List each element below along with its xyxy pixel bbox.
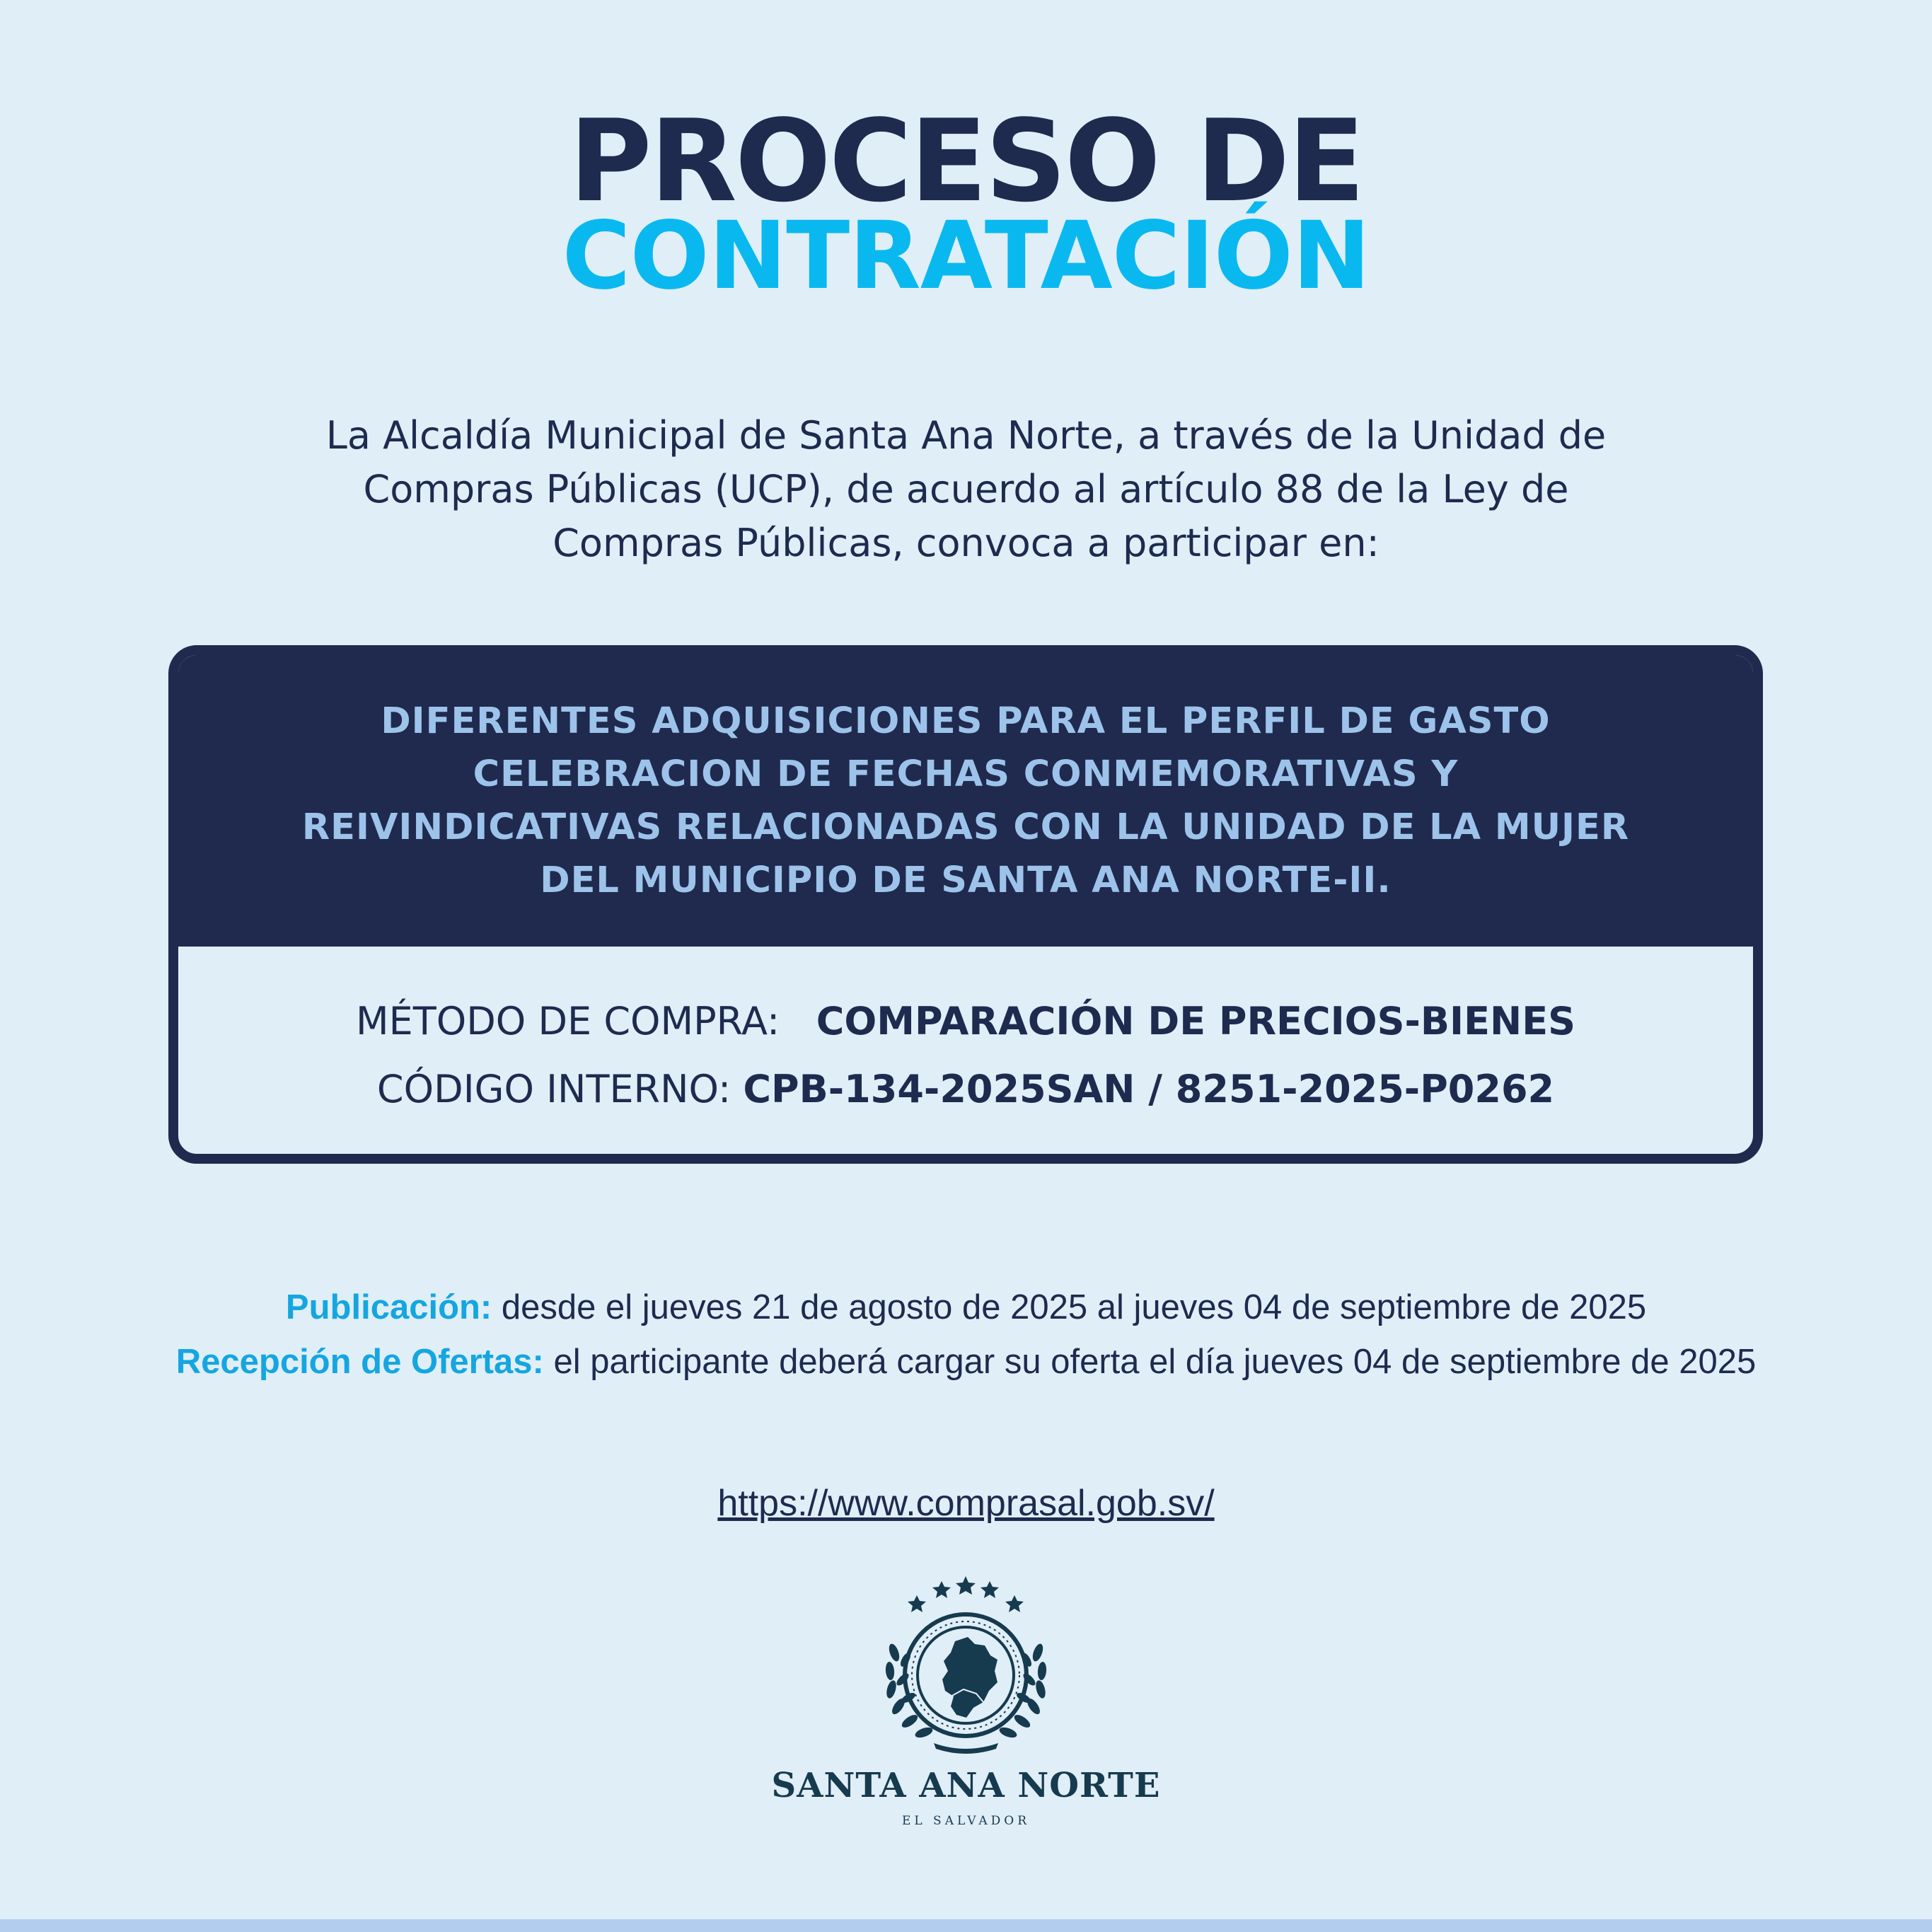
process-title-line: DIFERENTES ADQUISICIONES PARA EL PERFIL DE GASTO (381, 700, 1551, 742)
reception-text: el participante deberá cargar su oferta el día jueves 04 de septiembre de 2025 (553, 1343, 1757, 1381)
title-line-1: PROCESO DE (569, 95, 1363, 227)
process-card (168, 645, 1763, 1164)
star-icon (932, 1581, 951, 1598)
process-title-line: DEL MUNICIPIO DE SANTA ANA NORTE-II. (540, 860, 1392, 901)
internal-code-row (377, 1055, 1554, 1123)
process-card-header (178, 655, 1753, 947)
logo-name: SANTA ANA NORTE (771, 1766, 1161, 1805)
purchase-method-row (356, 988, 1575, 1055)
star-icon (981, 1581, 999, 1598)
purchase-method-label: MÉTODO DE COMPRA: (356, 998, 780, 1043)
intro-line: La Alcaldía Municipal de Santa Ana Norte, a través de la Unidad de (325, 413, 1607, 458)
comprasal-link[interactable]: https://www.comprasal.gob.sv/ (717, 1483, 1215, 1524)
bottom-bar (0, 1919, 1932, 1932)
dates-section (0, 1280, 1932, 1389)
publication-text: desde el jueves 21 de agosto de 2025 al jueves 04 de septiembre de 2025 (501, 1288, 1647, 1326)
star-icon (956, 1576, 976, 1595)
logo-country: EL SALVADOR (901, 1814, 1031, 1828)
star-icon (1005, 1595, 1024, 1612)
process-title-line: REIVINDICATIVAS RELACIONADAS CON LA UNIDAD DE LA MUJER (301, 806, 1630, 848)
internal-code-label: CÓDIGO INTERNO: (376, 1066, 731, 1111)
internal-code-value: CPB-134-2025SAN / 8251-2025-P0262 (743, 1066, 1555, 1111)
publication-label: Publicación: (285, 1288, 492, 1326)
process-card-body (178, 947, 1753, 1164)
reception-label: Recepción de Ofertas: (175, 1343, 544, 1381)
intro-line: Compras Públicas (UCP), de acuerdo al artículo 88 de la Ley de (363, 467, 1569, 511)
reception-row (0, 1335, 1932, 1389)
title-line-2: CONTRATACIÓN (562, 202, 1370, 311)
intro-paragraph (233, 409, 1699, 570)
intro-line: Compras Públicas, convoca a participar en: (553, 521, 1379, 565)
process-title (241, 695, 1691, 907)
publication-row (0, 1280, 1932, 1335)
process-title-line: CELEBRACION DE FECHAS CONMEMORATIVAS Y (473, 753, 1459, 795)
purchase-method-value: COMPARACIÓN DE PRECIOS-BIENES (816, 998, 1575, 1043)
municipal-seal-icon (877, 1576, 1055, 1767)
star-icon (908, 1595, 926, 1612)
